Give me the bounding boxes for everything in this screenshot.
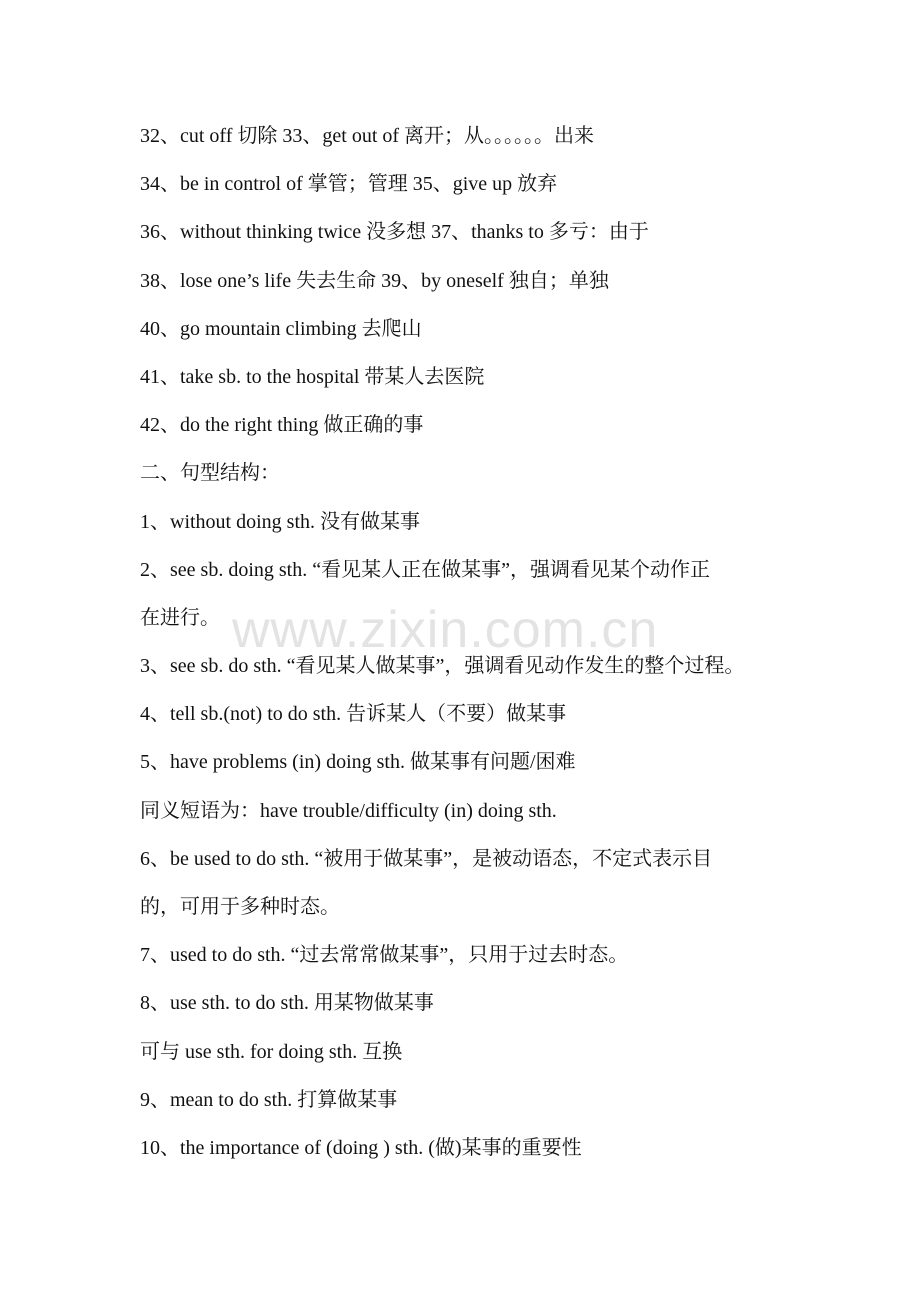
text-line: 8、use sth. to do sth. 用某物做某事: [140, 992, 434, 1015]
text-line: 2、see sb. doing sth. “看见某人正在做某事”，强调看见某个动作正: [140, 558, 710, 581]
text-line: 36、without thinking twice 没多想 37、thanks to 多亏：由于: [140, 221, 649, 244]
text-line: 的，可用于多种时态。: [140, 896, 340, 918]
text-line: 1、without doing sth. 没有做某事: [140, 510, 421, 533]
text-line: 38、lose one’s life 失去生命 39、by oneself 独自；单独: [140, 269, 609, 292]
text-line: 在进行。: [140, 606, 220, 629]
text-line: 可与 use sth. for doing sth. 互换: [140, 1040, 403, 1063]
text-line: 9、mean to do sth. 打算做某事: [140, 1088, 398, 1111]
text-line: 40、go mountain climbing 去爬山: [140, 317, 422, 340]
text-line: 42、do the right thing 做正确的事: [140, 414, 424, 437]
document-body: [140, 112, 800, 1172]
text-line: 32、cut off 切除 33、get out of 离开；从。。。。。。出来: [140, 125, 595, 147]
text-line: 10、the importance of (doing ) sth. (做)某事的重要性: [140, 1136, 582, 1159]
text-line: 6、be used to do sth. “被用于做某事”，是被动语态，不定式表示目: [140, 847, 713, 870]
text-line: 41、take sb. to the hospital 带某人去医院: [140, 365, 485, 388]
text-line: 3、see sb. do sth. “看见某人做某事”，强调看见动作发生的整个过程。: [140, 655, 745, 678]
watermark: www.zixin.com.cn: [232, 601, 659, 659]
text-line: 7、used to do sth. “过去常常做某事”，只用于过去时态。: [140, 944, 629, 967]
text-line: 4、tell sb.(not) to do sth. 告诉某人（不要）做某事: [140, 703, 567, 726]
section-heading: 二、句型结构：: [140, 462, 280, 485]
text-line: 同义短语为：have trouble/difficulty (in) doing sth.: [140, 799, 557, 822]
text-line: 34、be in control of 掌管；管理 35、give up 放弃: [140, 173, 558, 196]
text-line: 5、have problems (in) doing sth. 做某事有问题/困难: [140, 751, 576, 774]
